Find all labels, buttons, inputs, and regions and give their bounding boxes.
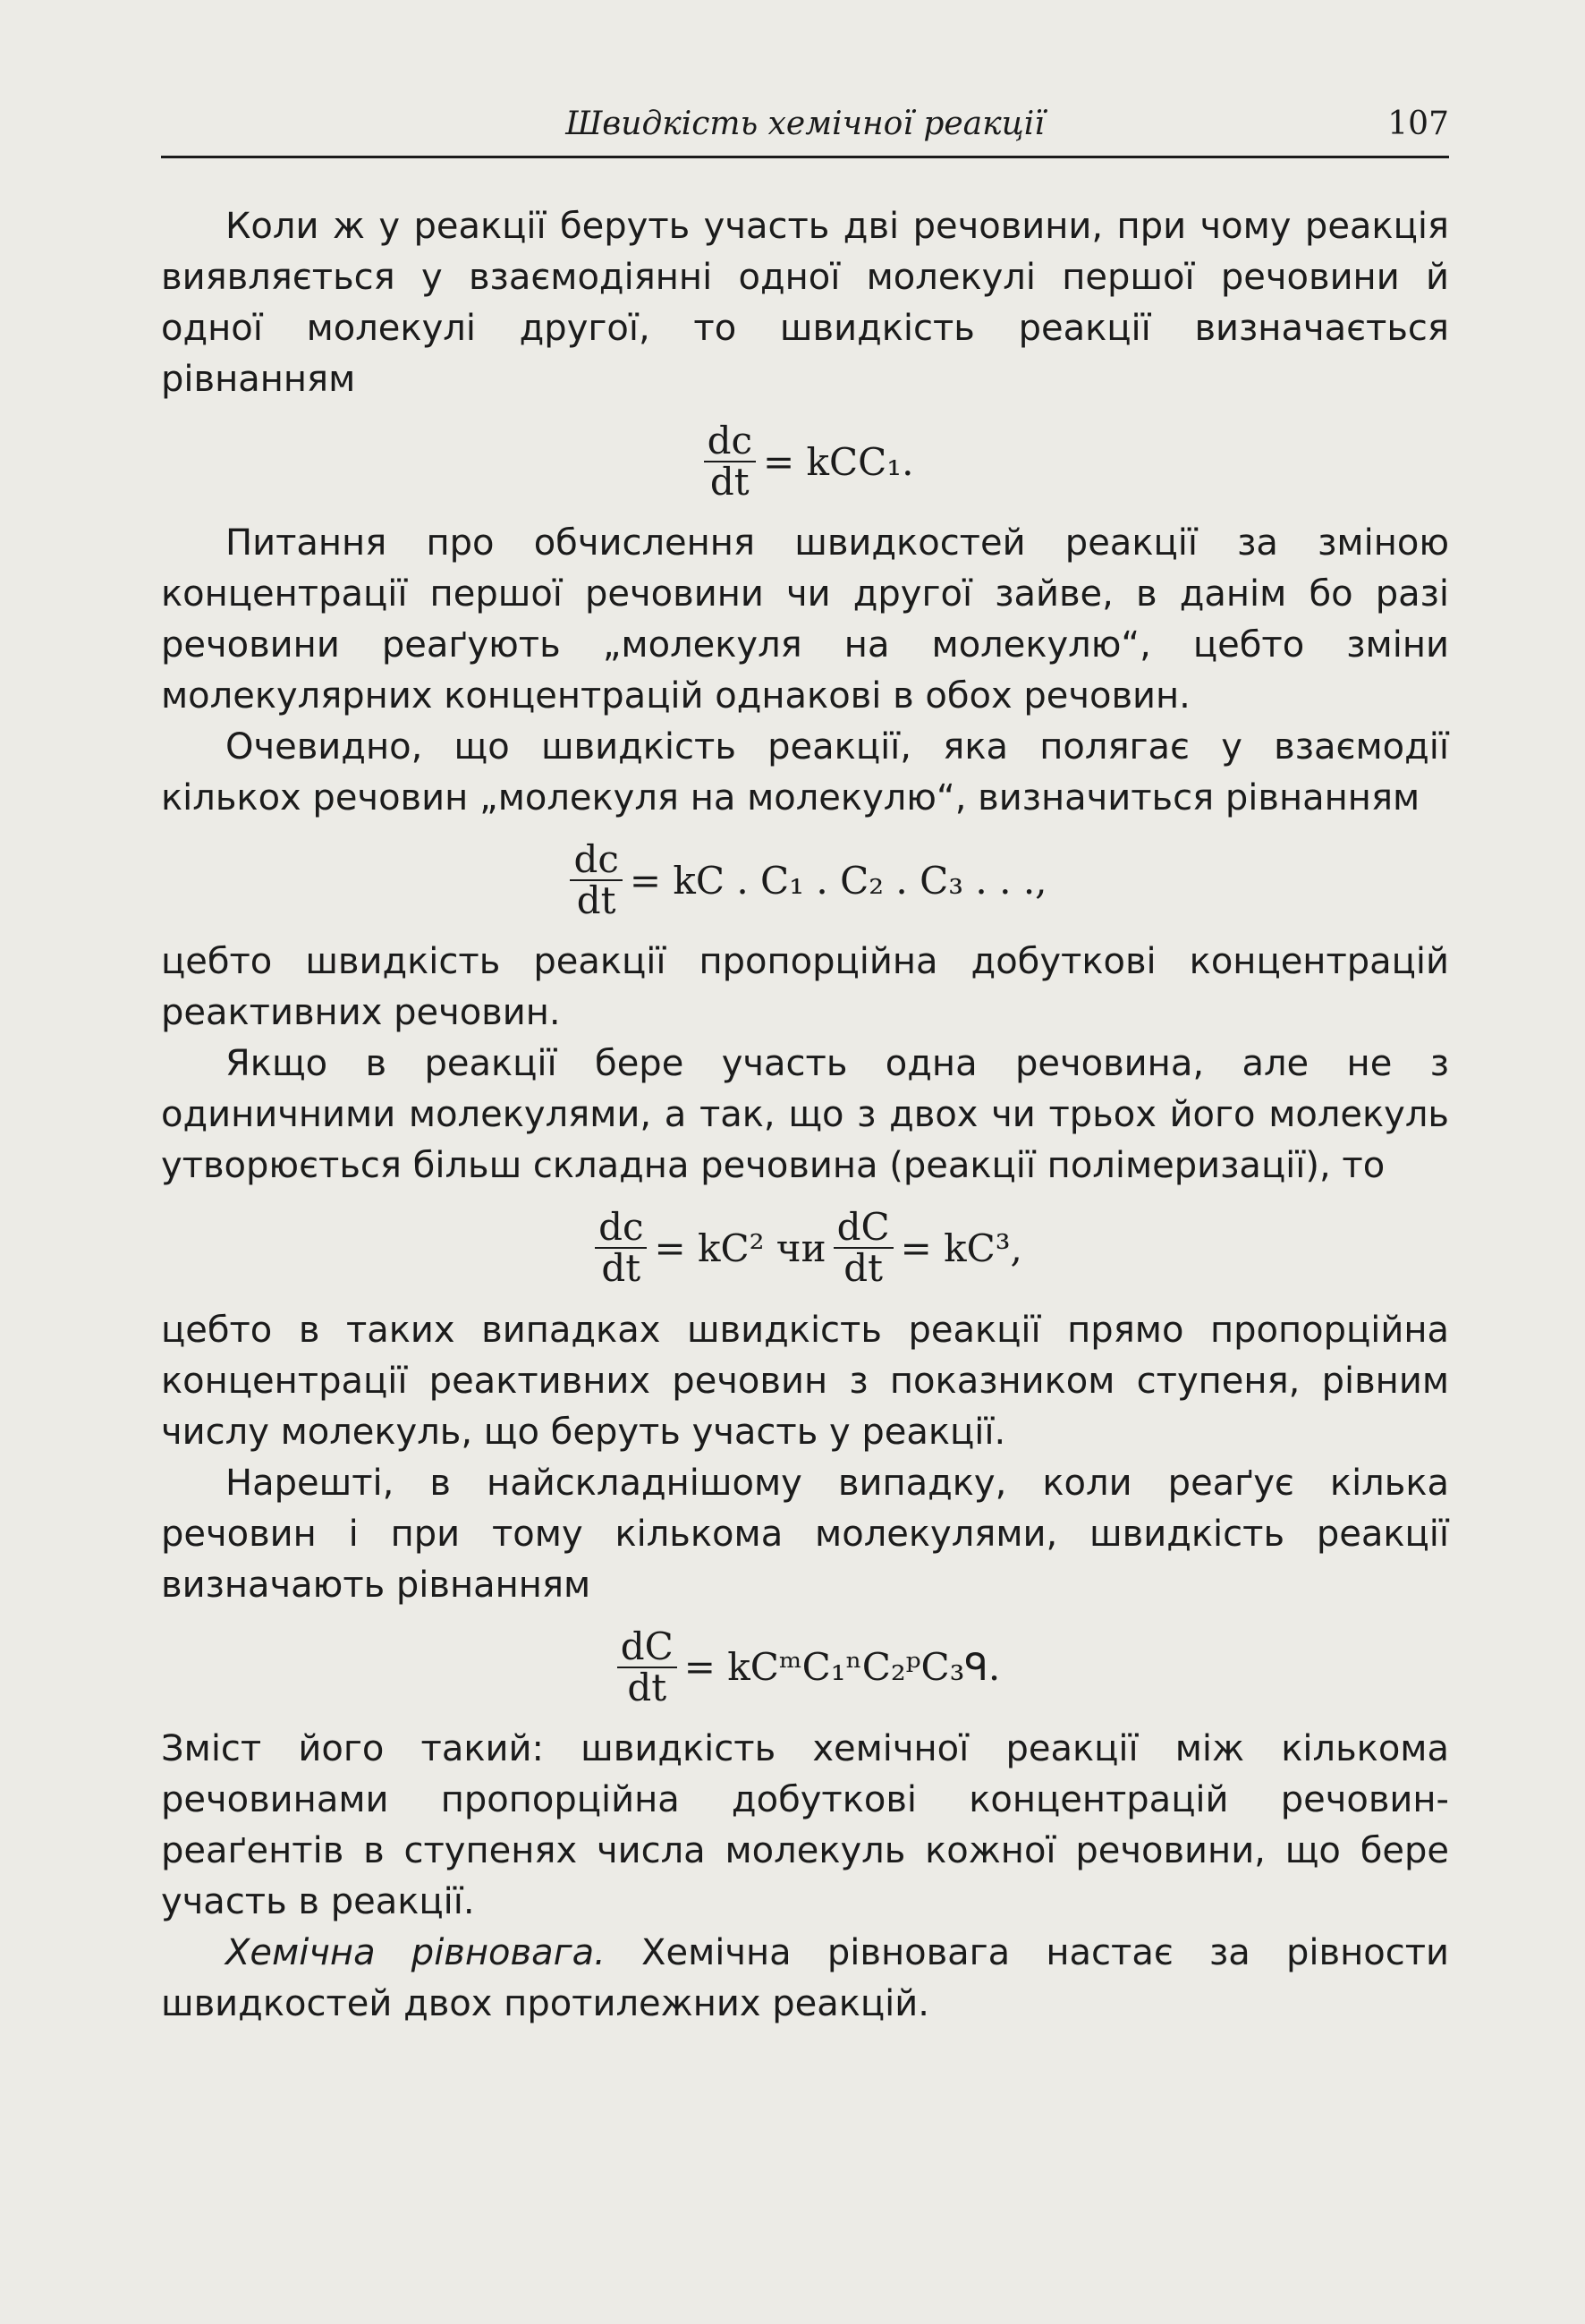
formula-2 (161, 837, 1449, 923)
formula-rhs: = kC³, (900, 1226, 1022, 1270)
formula-3 (161, 1205, 1449, 1291)
fraction (617, 1624, 677, 1709)
denominator: dt (601, 1246, 641, 1291)
numerator: dC (834, 1208, 894, 1249)
denominator: dt (843, 1246, 883, 1291)
chapter-title: Швидкість хемічної реакції (565, 106, 1045, 142)
denominator: dt (709, 460, 750, 505)
fraction (570, 837, 622, 923)
paragraph-8: Зміст його такий: швидкість хемічної реакції між кількома речовинами пропорційна добуткові концентрацій речовин-реаґентів в ступенях числа молекуль кожної речовини, що бере участь в реакції. (161, 1727, 1449, 1922)
page-number: 107 (1387, 106, 1449, 142)
numerator: dc (704, 421, 756, 462)
paragraph-6: цебто в таких випадках швидкість реакції прямо пропорційна концентрації реактивних речовин з показником ступеня, рівним числу молекуль, що беруть участь у реакції. (161, 1309, 1449, 1453)
paragraph-4: цебто швидкість реакції пропорційна добуткові концентрацій реактивних речовин. (161, 941, 1449, 1034)
formula-4 (161, 1624, 1449, 1709)
formula-rhs: = kCC₁. (762, 439, 914, 484)
formula-rhs: = kC . C₁ . C₂ . C₃ . . ., (629, 858, 1047, 903)
page-body (161, 201, 1449, 2030)
numerator: dc (595, 1208, 647, 1249)
paragraph-5: Якщо в реакції бере участь одна речовина, але не з одиничними молекулями, а так, що з двох чи трьох його молекуль утворюється більш складна речовина (реакції полімеризації), то (161, 1043, 1449, 1187)
paragraph-7: Нарешті, в найскладнішому випадку, коли реаґує кілька речовин і при тому кількома молекулями, швидкість реакції визначають рівнанням (161, 1462, 1449, 1606)
running-header (161, 98, 1449, 158)
denominator: dt (627, 1665, 667, 1709)
fraction (834, 1205, 894, 1291)
paragraph-2: Питання про обчислення швидкостей реакції за зміною концентрації першої речовини чи другої зайве, в данім бо разі речовини реаґують „молекуля на молекулю“, цебто зміни молекулярних концентрацій однакові в обох речовин. (161, 522, 1449, 717)
formula-rhs: = kCᵐC₁ⁿC₂ᵖC₃ᑫ. (683, 1645, 1001, 1690)
term-heading: Хемічна рівновага. (225, 1931, 606, 1973)
paragraph-3: Очевидно, що швидкість реакції, яка полягає у взаємодії кількох речовин „молекуля на молекулю“, визначиться рівнанням (161, 726, 1449, 819)
paragraph-1: Коли ж у реакції беруть участь дві речовини, при чому реакція виявляється у взаємодіянні одної молекулі першої речовини й одної молекулі другої, то швидкість реакції визначається рівнанням (161, 206, 1449, 400)
paragraph-9-text: Хемічна рівновага настає за рівности швидкостей двох протилежних реакцій. (161, 1931, 1450, 2024)
fraction (595, 1205, 647, 1291)
formula-middle: = kC² чи (654, 1226, 826, 1270)
numerator: dC (617, 1627, 677, 1668)
formula-1 (161, 419, 1449, 505)
denominator: dt (576, 878, 616, 923)
fraction (704, 419, 756, 505)
paragraph-9 (161, 1928, 1449, 2030)
numerator: dc (570, 840, 622, 881)
